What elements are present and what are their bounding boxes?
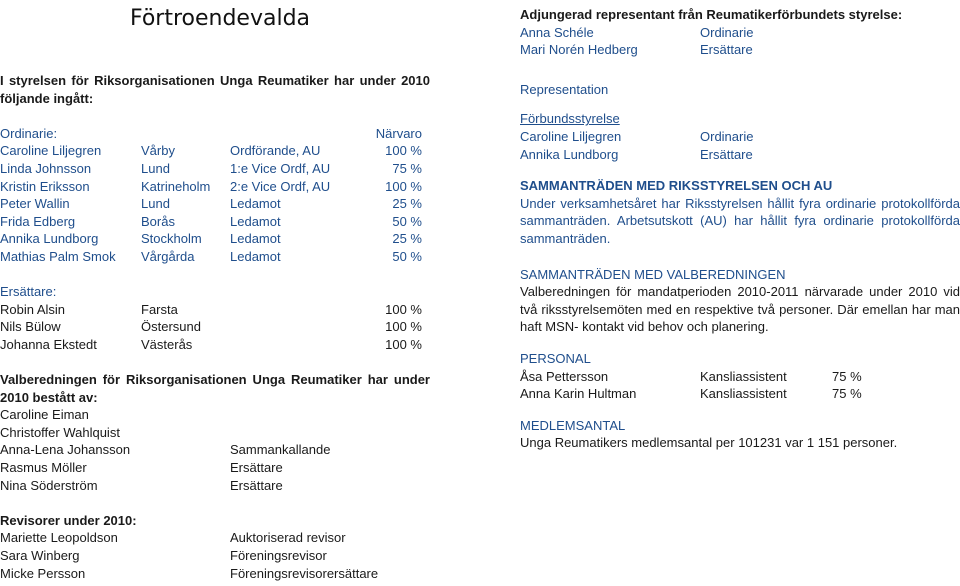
- personal-heading: PERSONAL: [520, 350, 591, 366]
- nomination-member-name: Anna-Lena Johansson: [0, 442, 131, 458]
- valberedning-heading: Valberedningen för Riksorganisationen Unga Reumatiker har under 2010 bestått av:: [0, 372, 430, 405]
- representation-heading: Representation: [520, 81, 609, 97]
- member-place: Vårby: [141, 143, 175, 159]
- substitute-name: Johanna Ekstedt: [0, 336, 97, 352]
- ordinarie-list: [0, 142, 430, 265]
- member-place: Katrineholm: [141, 178, 211, 194]
- member-place: Vårgårda: [141, 248, 195, 264]
- nomination-member-name: Rasmus Möller: [0, 460, 87, 476]
- valberedning-list: [0, 406, 430, 494]
- member-role: 1:e Vice Ordf, AU: [230, 160, 331, 176]
- right-column: [520, 6, 960, 452]
- substitute-place: Farsta: [141, 301, 178, 317]
- auditor-name: Micke Persson: [0, 565, 86, 581]
- ordinarie-header-row: [0, 125, 430, 143]
- list-row: [0, 318, 430, 336]
- list-row: [0, 301, 430, 319]
- medlemsantal-heading: MEDLEMSANTAL: [520, 417, 626, 433]
- valberedningen-text: Valberedningen för mandatperioden 2010-2011 närvarade under 2010 vid två riksstyrelsemöten med en respektive två personer. Där emellan har man haft MSN- kontakt vid behov och planering.: [520, 284, 960, 335]
- list-row: [0, 195, 430, 213]
- list-row: [520, 368, 960, 386]
- substitute-name: Nils Bülow: [0, 319, 61, 335]
- nomination-member-role: Ersättare: [230, 460, 283, 476]
- narvaro-label: Närvaro: [375, 125, 422, 141]
- valberedningen-heading: SAMMANTRÄDEN MED VALBEREDNINGEN: [520, 266, 786, 282]
- nomination-member-name: Caroline Eiman: [0, 407, 89, 423]
- list-row: [0, 477, 430, 495]
- member-place: Lund: [141, 196, 170, 212]
- list-row: [0, 178, 430, 196]
- list-row: [520, 385, 960, 403]
- medlemsantal-text: Unga Reumatikers medlemsantal per 101231 var 1 151 personer.: [520, 435, 898, 451]
- list-row: [0, 441, 430, 459]
- substitute-attendance: 100 %: [385, 336, 422, 352]
- federation-board-role: Ordinarie: [700, 128, 754, 144]
- substitute-attendance: 100 %: [385, 319, 422, 335]
- auditor-name: Sara Winberg: [0, 548, 80, 564]
- board-intro: I styrelsen för Riksorganisationen Unga Reumatiker har under 2010 följande ingått:: [0, 73, 430, 106]
- list-row: [0, 406, 430, 424]
- forbundsstyrelse-list: [520, 128, 960, 163]
- page-title: Förtroendevalda: [129, 6, 311, 31]
- list-row: [0, 336, 430, 354]
- list-row: [0, 248, 430, 266]
- staff-percent: 75 %: [832, 368, 862, 384]
- left-column: [0, 72, 430, 582]
- federation-board-role: Ersättare: [700, 146, 753, 162]
- staff-role: Kansliassistent: [700, 386, 787, 402]
- member-attendance: 25 %: [392, 231, 422, 247]
- riksstyrelse-heading: SAMMANTRÄDEN MED RIKSSTYRELSEN OCH AU: [520, 178, 833, 194]
- adjunct-name: Anna Schéle: [520, 24, 594, 40]
- adjunct-name: Mari Norén Hedberg: [520, 42, 638, 58]
- list-row: [520, 24, 960, 42]
- list-row: [0, 213, 430, 231]
- ordinarie-label: Ordinarie:: [0, 125, 58, 141]
- list-row: [520, 146, 960, 164]
- auditor-role: Auktoriserad revisor: [230, 530, 346, 546]
- list-row: [0, 160, 430, 178]
- adjunct-role: Ordinarie: [700, 24, 754, 40]
- federation-board-name: Annika Lundborg: [520, 146, 619, 162]
- nomination-member-name: Nina Söderström: [0, 477, 98, 493]
- member-role: Ledamot: [230, 231, 281, 247]
- nomination-member-role: Ersättare: [230, 477, 283, 493]
- member-place: Lund: [141, 160, 170, 176]
- adjungerad-heading: Adjungerad representant från Reumatikerförbundets styrelse:: [520, 7, 903, 22]
- forbundsstyrelse-heading: Förbundsstyrelse: [520, 111, 620, 127]
- list-row: [0, 529, 430, 547]
- substitute-name: Robin Alsin: [0, 301, 66, 317]
- staff-role: Kansliassistent: [700, 368, 787, 384]
- member-name: Peter Wallin: [0, 196, 70, 212]
- nomination-member-name: Christoffer Wahlquist: [0, 424, 120, 440]
- member-attendance: 100 %: [385, 178, 422, 194]
- revisorer-list: [0, 529, 430, 582]
- member-attendance: 50 %: [392, 213, 422, 229]
- member-name: Kristin Eriksson: [0, 178, 90, 194]
- list-row: [520, 41, 960, 59]
- member-place: Borås: [141, 213, 175, 229]
- member-name: Linda Johnsson: [0, 160, 92, 176]
- list-row: [0, 547, 430, 565]
- list-row: [0, 142, 430, 160]
- member-role: 2:e Vice Ordf, AU: [230, 178, 331, 194]
- adjunct-role: Ersättare: [700, 42, 753, 58]
- staff-name: Åsa Pettersson: [520, 368, 609, 384]
- federation-board-name: Caroline Liljegren: [520, 128, 622, 144]
- nomination-member-role: Sammankallande: [230, 442, 331, 458]
- member-attendance: 50 %: [392, 248, 422, 264]
- list-row: [0, 424, 430, 442]
- adjungerad-list: [520, 24, 960, 59]
- list-row: [0, 565, 430, 583]
- substitute-attendance: 100 %: [385, 301, 422, 317]
- member-role: Ledamot: [230, 196, 281, 212]
- member-name: Annika Lundborg: [0, 231, 99, 247]
- riksstyrelse-text: Under verksamhetsåret har Riksstyrelsen hållit fyra ordinarie protokollförda sammanträden. Arbetsutskott (AU) har hållit fyra ordinarie protokollförda sammanträden.: [520, 195, 960, 246]
- member-name: Caroline Liljegren: [0, 143, 102, 159]
- staff-percent: 75 %: [832, 386, 862, 402]
- auditor-role: Föreningsrevisor: [230, 548, 327, 564]
- member-role: Ledamot: [230, 213, 281, 229]
- member-role: Ledamot: [230, 248, 281, 264]
- member-attendance: 75 %: [392, 160, 422, 176]
- member-place: Stockholm: [141, 231, 202, 247]
- substitute-place: Västerås: [141, 336, 193, 352]
- personal-list: [520, 368, 960, 403]
- ersattare-list: [0, 301, 430, 354]
- member-role: Ordförande, AU: [230, 143, 321, 159]
- member-name: Frida Edberg: [0, 213, 76, 229]
- member-attendance: 100 %: [385, 143, 422, 159]
- staff-name: Anna Karin Hultman: [520, 386, 637, 402]
- list-row: [0, 459, 430, 477]
- auditor-name: Mariette Leopoldson: [0, 530, 118, 546]
- ersattare-label: Ersättare:: [0, 284, 57, 300]
- list-row: [0, 230, 430, 248]
- substitute-place: Östersund: [141, 319, 201, 335]
- revisorer-heading: Revisorer under 2010:: [0, 512, 137, 528]
- auditor-role: Föreningsrevisorersättare: [230, 565, 379, 581]
- list-row: [520, 128, 960, 146]
- member-attendance: 25 %: [392, 196, 422, 212]
- member-name: Mathias Palm Smok: [0, 248, 116, 264]
